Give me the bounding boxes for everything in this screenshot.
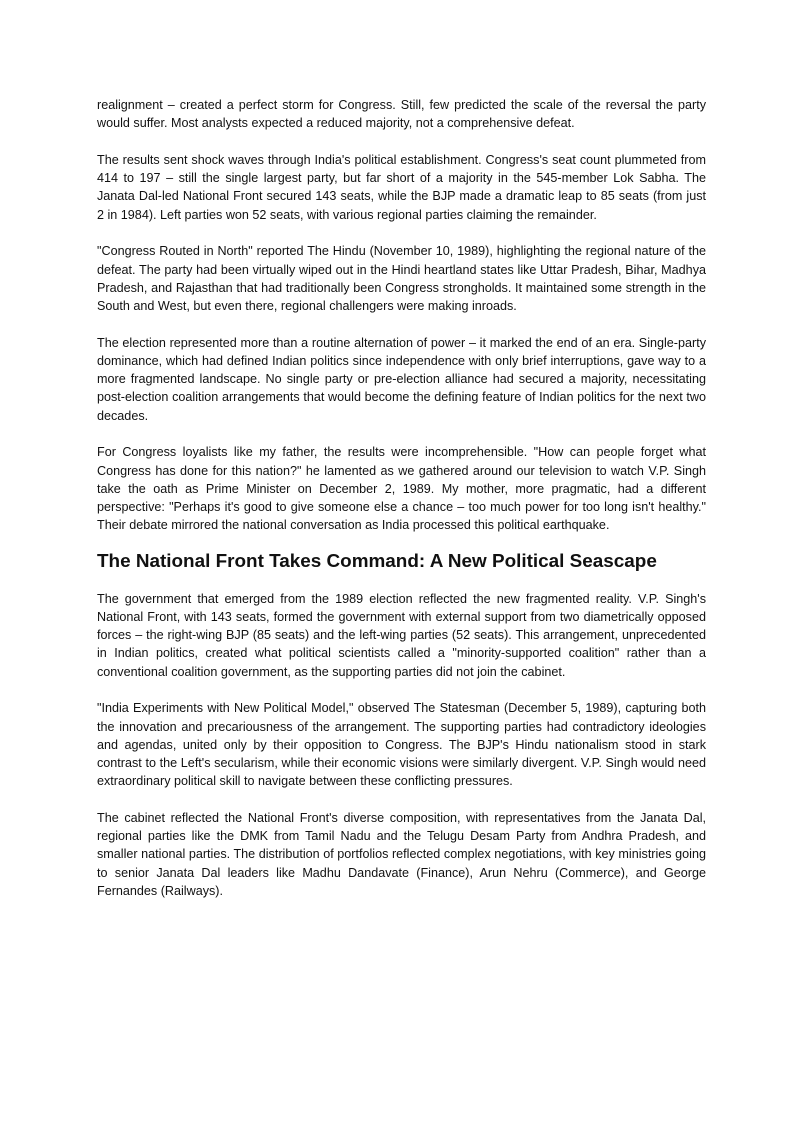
paragraph-8: The cabinet reflected the National Front's diverse composition, with representatives from the Janata Dal, regional parties like the DMK from Tamil Nadu and the Telugu Desam Party from Andhra Pradesh, and smaller national parties. The distribution of portfolios reflected complex negotiations, with key ministries going to senior Janata Dal leaders like Madhu Dandavate (Finance), Arun Nehru (Commerce), and George Fernandes (Railways). — [97, 811, 706, 898]
paragraph-5: For Congress loyalists like my father, the results were incomprehensible. "How can people forget what Congress has done for this nation?" he lamented as we gathered around our television to watch V.P. Singh take the oath as Prime Minister on December 2, 1989. My mother, more pragmatic, had a different perspective: "Perhaps it's good to give someone else a chance – too much power for too long isn't healthy." Their debate mirrored the national conversation as India processed this political earthquake. — [97, 445, 706, 533]
paragraph-2: The results sent shock waves through India's political establishment. Congress's seat count plummeted from 414 to 197 – still the single largest party, but far short of a majority in the 545-member Lok Sabha. The Janata Dal-led National Front secured 143 seats, while the BJP made a dramatic leap to 85 seats (from just 2 in 1984). Left parties won 52 seats, with various regional parties claiming the remainder. — [97, 153, 706, 222]
section-heading: The National Front Takes Command: A New Political Seascape — [97, 551, 657, 573]
paragraph-7: "India Experiments with New Political Model," observed The Statesman (December 5, 1989), capturing both the innovation and precariousness of the arrangement. The supporting parties had contradictory ideologies and agendas, united only by their opposition to Congress. The BJP's Hindu nationalism stood in stark contrast to the Left's secularism, while their economic visions were similarly divergent. V.P. Singh would need extraordinary political skill to navigate between these conflicting pressures. — [97, 701, 706, 789]
document-page — [97, 96, 706, 919]
paragraph-4: The election represented more than a routine alternation of power – it marked the end of an era. Single-party dominance, which had defined Indian politics since independence with only brief interruptions, gave way to a more fragmented landscape. No single party or pre-election alliance had secured a majority, necessitating post-election coalition arrangements that would become the defining feature of Indian politics for the next two decades. — [97, 335, 706, 423]
paragraph-6: The government that emerged from the 1989 election reflected the new fragmented reality. V.P. Singh's National Front, with 143 seats, formed the government with external support from two diametrically opposed forces – the right-wing BJP (85 seats) and the left-wing parties (52 seats). This arrangement, unprecedented in Indian politics, created what political scientists called a "minority-supported coalition" rather than a conventional coalition government, as the supporting parties did not join the cabinet. — [97, 591, 706, 679]
paragraph-1: realignment – created a perfect storm for Congress. Still, few predicted the scale of the reversal the party would suffer. Most analysts expected a reduced majority, not a comprehensive defeat. — [97, 98, 706, 131]
paragraph-3: "Congress Routed in North" reported The Hindu (November 10, 1989), highlighting the regional nature of the defeat. The party had been virtually wiped out in the Hindi heartland states like Uttar Pradesh, Bihar, Madhya Pradesh, and Rajasthan that had traditionally been Congress strongholds. It maintained some strength in the South and West, but even there, regional challengers were making inroads. — [97, 244, 706, 314]
